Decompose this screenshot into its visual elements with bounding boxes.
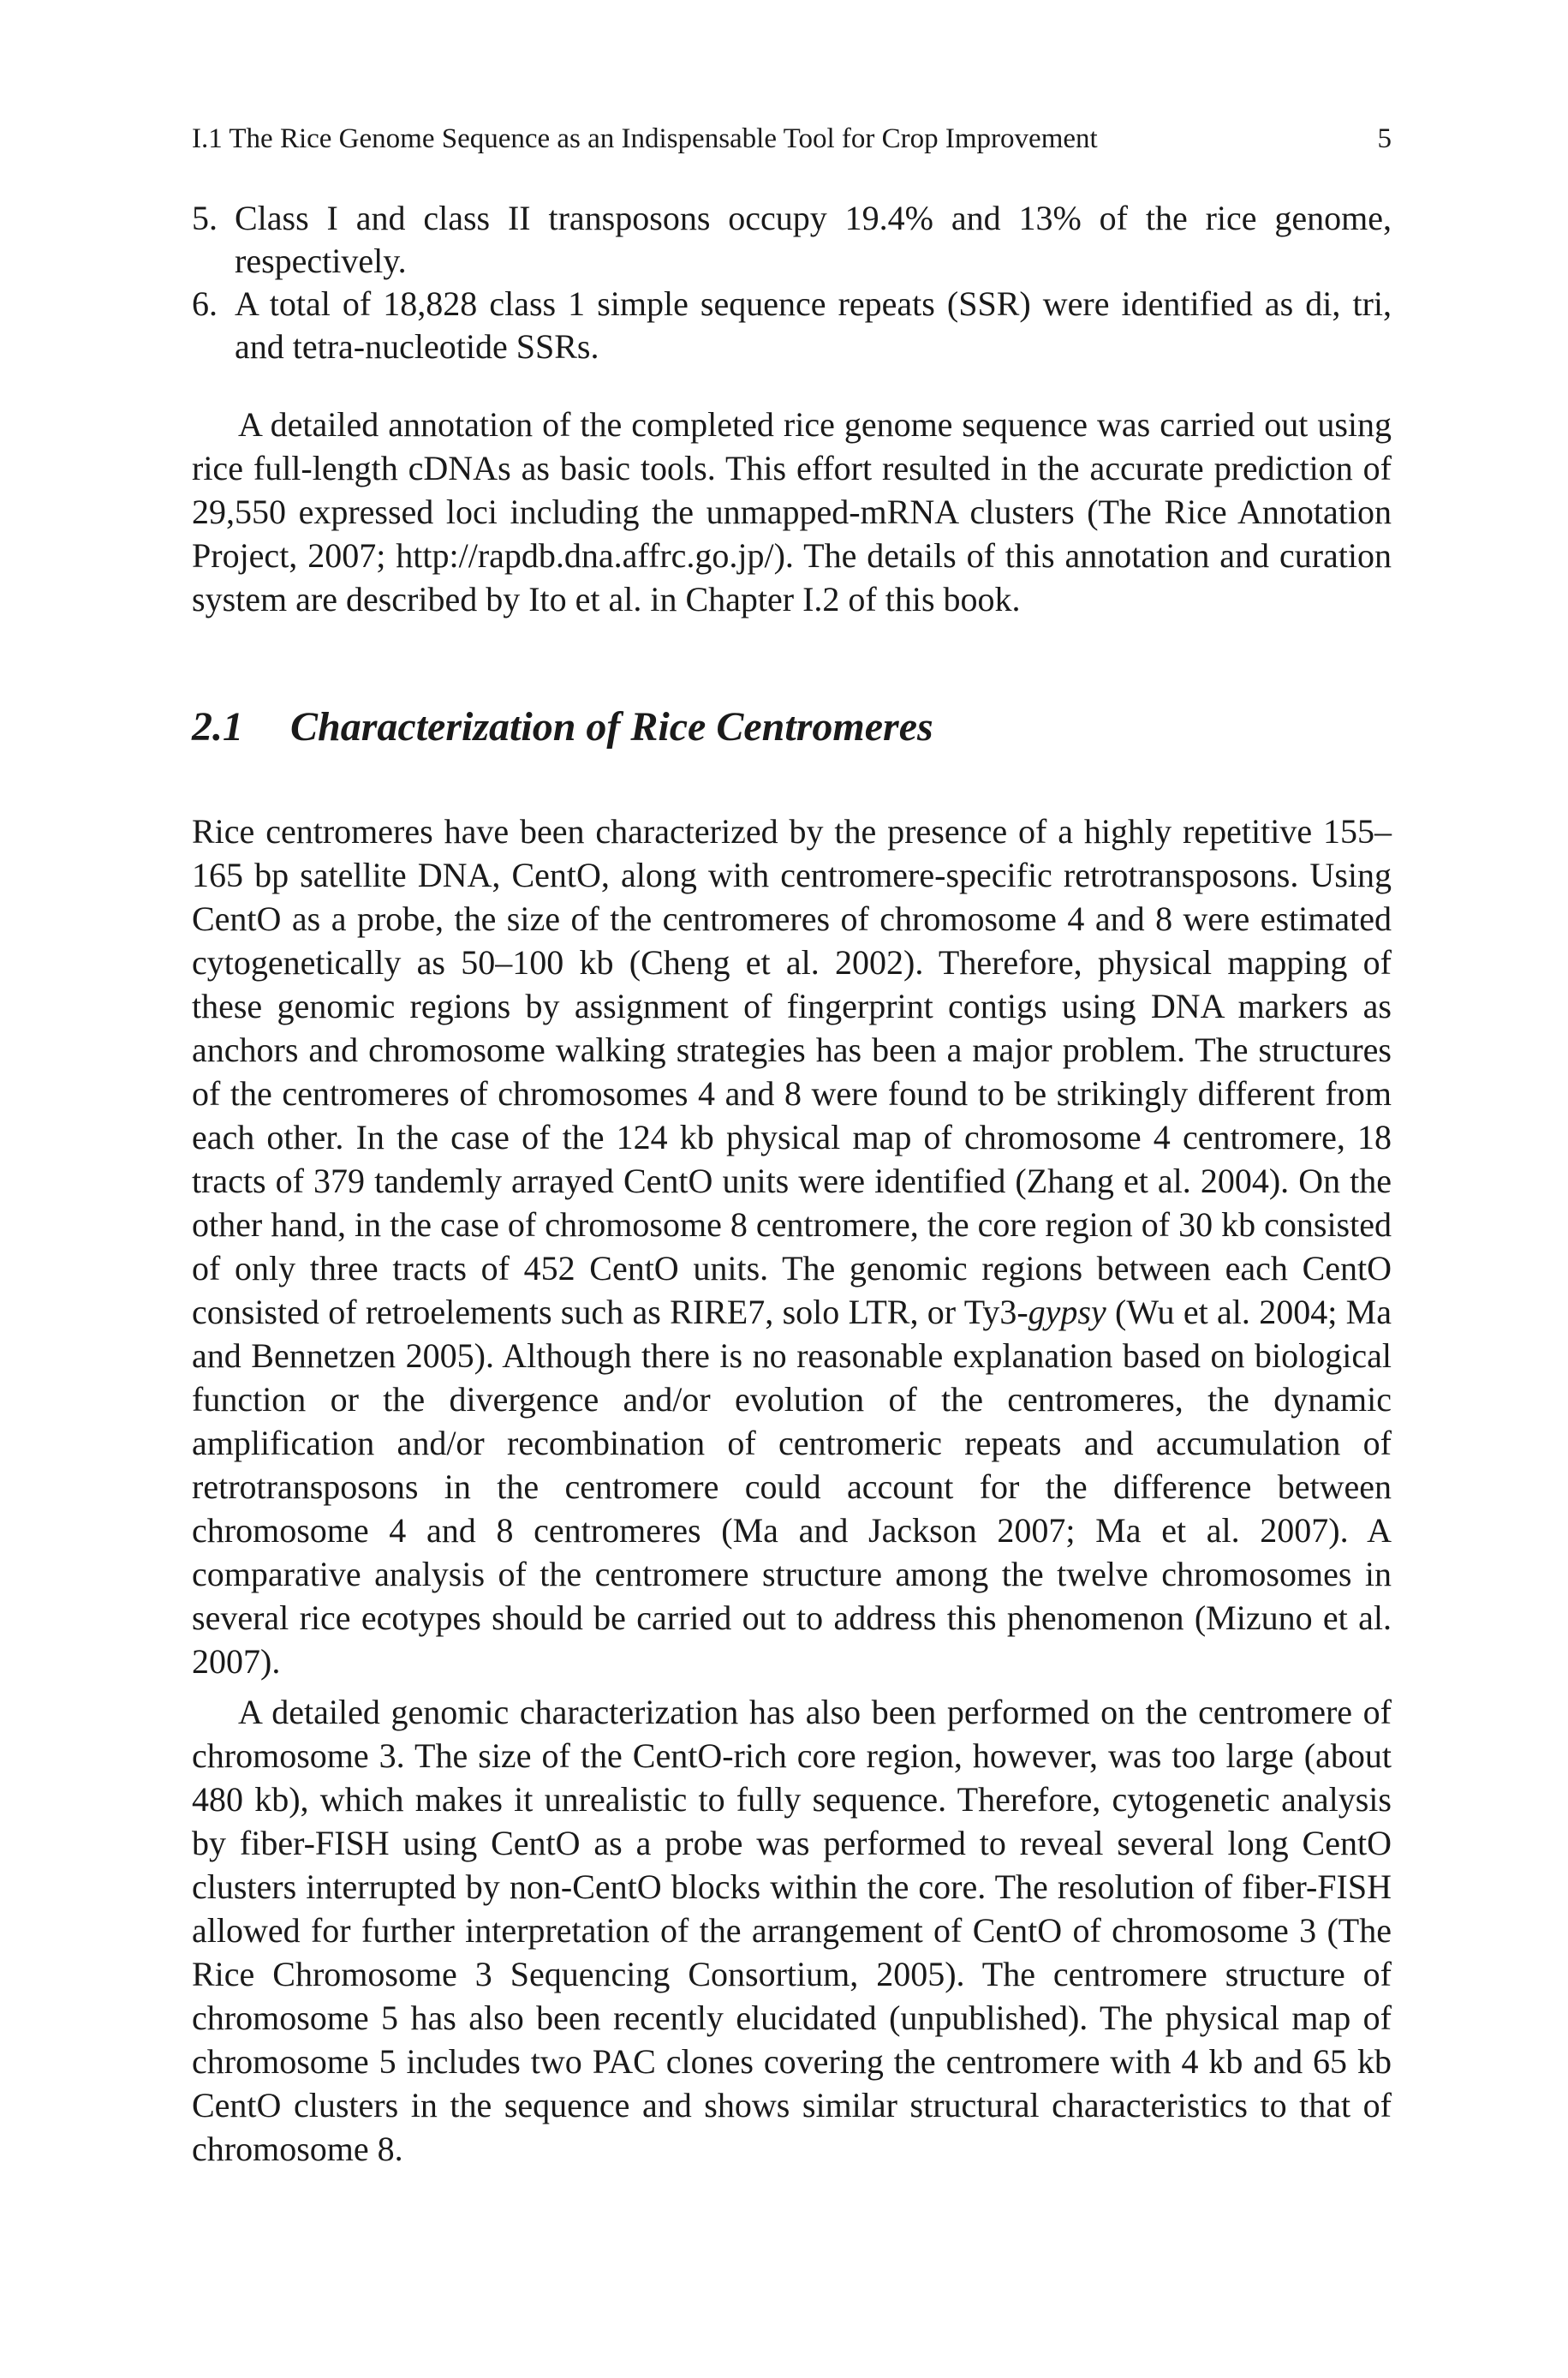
annotation-paragraph: A detailed annotation of the completed rice genome sequence was carried out using rice full-length cDNAs as basic tools. This effort resulted in the accurate prediction of 29,550 expressed loci including the unmapped-mRNA clusters (The Rice Annotation Project, 2007; http://rapdb.dna.affrc.go.jp/). The details of this annotation and curation system are described by Ito et al. in Chapter I.2 of this book. xyxy=(192,405,1392,618)
italic-term: gypsy xyxy=(1028,1293,1106,1331)
running-head xyxy=(192,122,1392,156)
paragraph-text: Rice centromeres have been characterized by the presence of a highly repetitive 155–165 bp satellite DNA, CentO, along with centromere-specific retrotransposons. Using CentO as a probe, the size of the centromeres of chromosome 4 and 8 were estimated cytogenetically as 50–100 kb (Cheng et al. 2002). Therefore, physical mapping of these genomic regions by assignment of fingerprint contigs using DNA markers as anchors and chromosome walking strategies has been a major problem. The structures of the centromeres of chromosomes 4 and 8 were found to be strikingly different from each other. In the case of the 124 kb physical map of chromosome 4 centromere, 18 tracts of 379 tandemly arrayed CentO units were identified (Zhang et al. 2004). On the other hand, in the case of chromosome 8 centromere, the core region of 30 kb consisted of only three tracts of 452 CentO units. The genomic regions between each CentO consisted of retroelements such as RIRE7, solo LTR, or Ty3- xyxy=(192,812,1392,1331)
centromere-paragraph-2: A detailed genomic characterization has also been performed on the centromere of chromosome 3. The size of the CentO-rich core region, however, was too large (about 480 kb), which makes it unrealistic to fully sequence. Therefore, cytogenetic analysis by fiber-FISH using CentO as a probe was performed to reveal several long CentO clusters interrupted by non-CentO blocks within the core. The resolution of fiber-FISH allowed for further interpretation of the arrangement of CentO of chromosome 3 (The Rice Chromosome 3 Sequencing Consortium, 2005). The centromere structure of chromosome 5 has also been recently elucidated (unpublished). The physical map of chromosome 5 includes two PAC clones covering the centromere with 4 kb and 65 kb CentO clusters in the sequence and shows similar structural characteristics to that of chromosome 8. xyxy=(192,1693,1392,2168)
section-heading xyxy=(192,703,1392,751)
page xyxy=(192,122,1392,2171)
paragraph-text: (Wu et al. 2004; Ma and Bennetzen 2005). Although there is no reasonable explanation based on biological function or the divergence and/or evolution of the centromeres, the dynamic amplification and/or recombination of centromeric repeats and accumulation of retrotransposons in the centromere could account for the difference between chromosome 4 and 8 centromeres (Ma and Jackson 2007; Ma et al. 2007). A comparative analysis of the centromere structure among the twelve chromosomes in several rice ecotypes should be carried out to address this phenomenon (Mizuno et al. 2007). xyxy=(192,1293,1392,1681)
centromere-paragraph-1 xyxy=(192,810,1392,1683)
section-title: Characterization of Rice Centromeres xyxy=(290,704,933,750)
list-item xyxy=(192,283,1392,368)
list-item-number: 6. xyxy=(192,284,218,323)
list-item-number: 5. xyxy=(192,199,218,237)
running-head-title: I.1 The Rice Genome Sequence as an Indispensable Tool for Crop Improvement xyxy=(192,123,1098,154)
page-number: 5 xyxy=(1377,123,1392,154)
list-item-text: A total of 18,828 class 1 simple sequence repeats (SSR) were identified as di, tri, and tetra-nucleotide SSRs. xyxy=(235,284,1392,366)
list-item-text: Class I and class II transposons occupy 19.4% and 13% of the rice genome, respectively. xyxy=(235,199,1392,280)
list-item xyxy=(192,197,1392,283)
numbered-list xyxy=(192,197,1392,368)
section-number: 2.1 xyxy=(192,704,243,750)
